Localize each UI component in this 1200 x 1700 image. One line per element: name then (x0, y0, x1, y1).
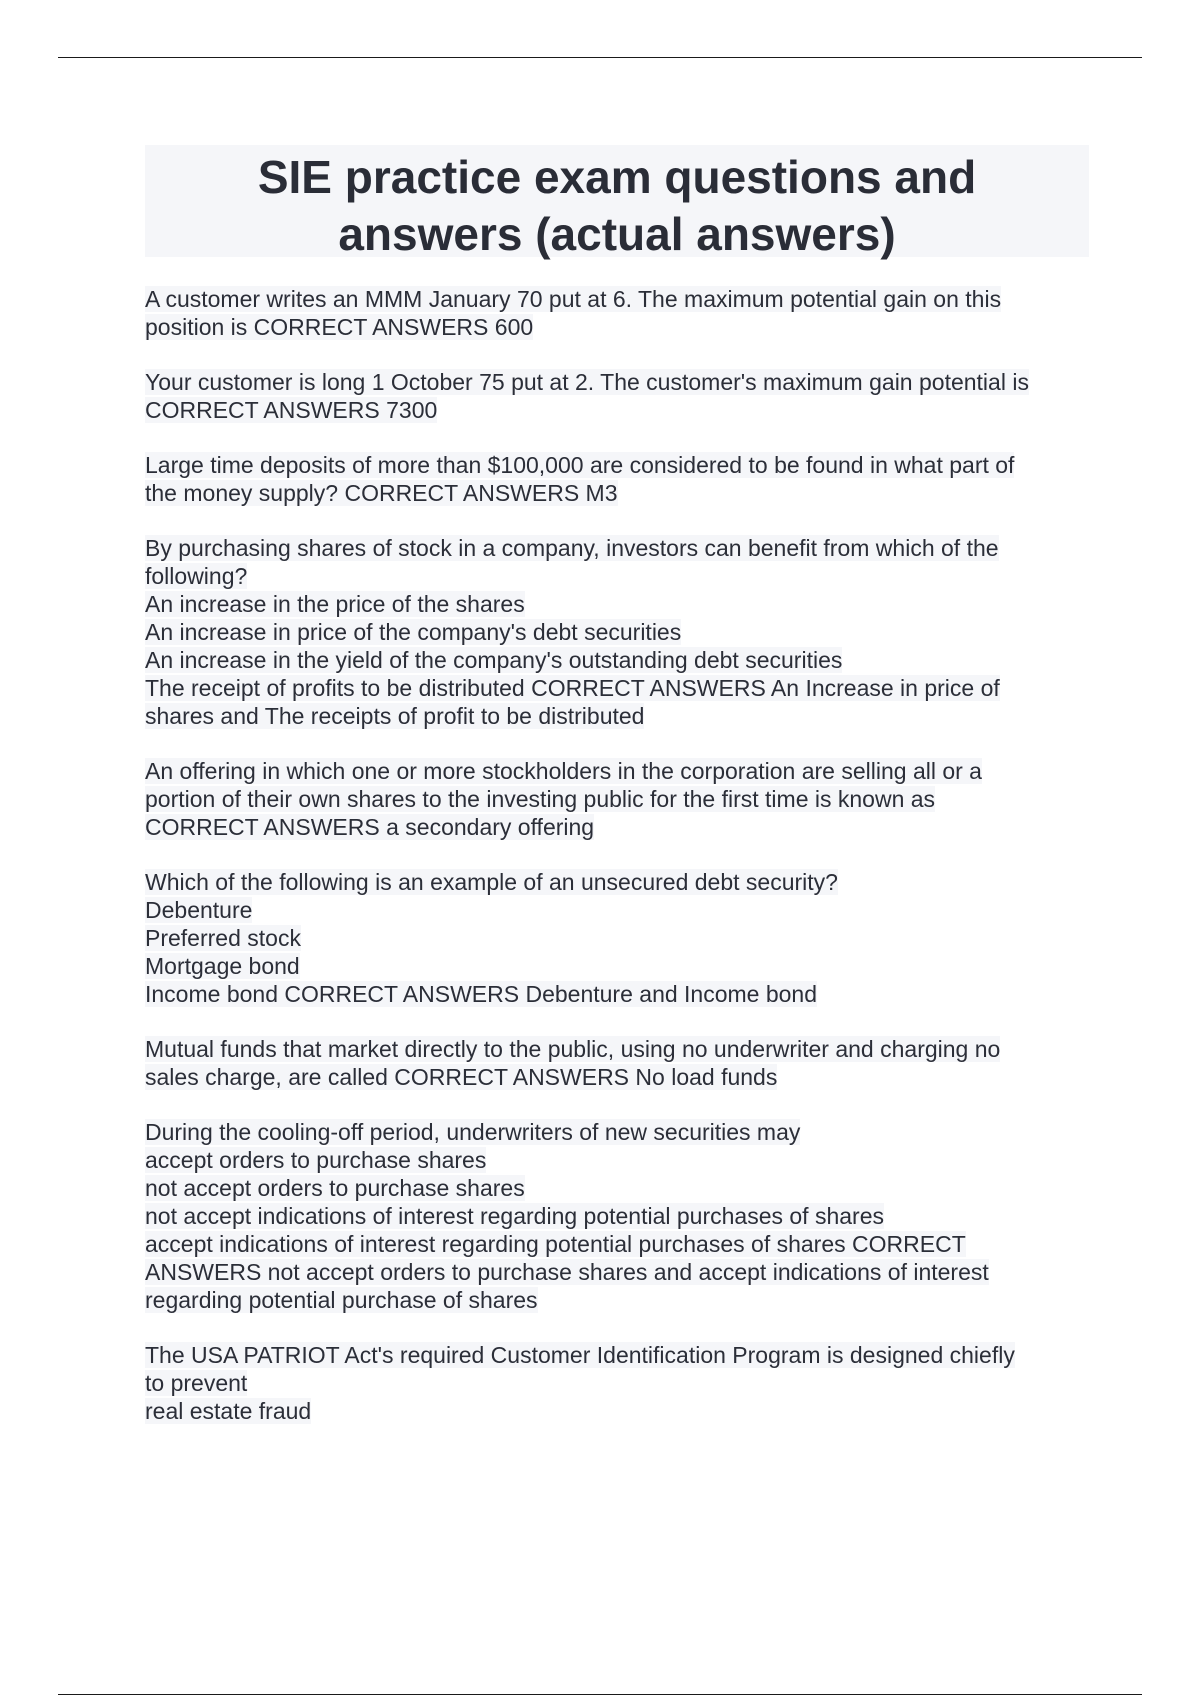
qa-item (145, 1118, 1105, 1314)
qa-line-text: An increase in the price of the shares (145, 591, 525, 617)
qa-line-text: A customer writes an MMM January 70 put at 6. The maximum potential gain on this (145, 286, 1002, 312)
qa-line (145, 562, 1105, 590)
qa-line (145, 980, 1105, 1008)
qa-line (145, 646, 1105, 674)
qa-line (145, 1341, 1105, 1369)
qa-line (145, 451, 1105, 479)
qa-line-text: Mutual funds that market directly to the public, using no underwriter and charging no (145, 1036, 1001, 1062)
qa-line-text: sales charge, are called CORRECT ANSWERS No load funds (145, 1064, 778, 1090)
qa-line-text: By purchasing shares of stock in a company, investors can benefit from which of the (145, 535, 999, 561)
qa-line-text: Which of the following is an example of an unsecured debt security? (145, 869, 838, 895)
qa-line (145, 785, 1105, 813)
qa-line (145, 1286, 1105, 1314)
qa-line-text: CORRECT ANSWERS a secondary offering (145, 814, 595, 840)
qa-line (145, 1230, 1105, 1258)
qa-item (145, 368, 1105, 424)
qa-line-text: position is CORRECT ANSWERS 600 (145, 314, 534, 340)
qa-line-text: shares and The receipts of profit to be distributed (145, 703, 645, 729)
qa-item (145, 868, 1105, 1008)
qa-line-text: Large time deposits of more than $100,000 are considered to be found in what part of (145, 452, 1015, 478)
qa-line (145, 590, 1105, 618)
qa-line (145, 1063, 1105, 1091)
qa-line (145, 1258, 1105, 1286)
qa-item (145, 534, 1105, 730)
qa-line-text: Preferred stock (145, 925, 301, 951)
qa-line-text: accept indications of interest regarding potential purchases of shares CORRECT (145, 1231, 966, 1257)
qa-line-text: An offering in which one or more stockholders in the corporation are selling all or a (145, 758, 982, 784)
qa-item (145, 451, 1105, 507)
document-title (145, 145, 1089, 263)
qa-line-text: not accept indications of interest regarding potential purchases of shares (145, 1203, 884, 1229)
qa-item (145, 1341, 1105, 1425)
qa-line (145, 1202, 1105, 1230)
qa-line-text: The USA PATRIOT Act's required Customer Identification Program is designed chiefly (145, 1342, 1015, 1368)
qa-line (145, 396, 1105, 424)
qa-line-text: portion of their own shares to the investing public for the first time is known as (145, 786, 936, 812)
qa-line (145, 479, 1105, 507)
qa-line-text: accept orders to purchase shares (145, 1147, 487, 1173)
qa-line-text: following? (145, 563, 248, 589)
qa-line (145, 1118, 1105, 1146)
qa-line-text: not accept orders to purchase shares (145, 1175, 525, 1201)
qa-line (145, 1146, 1105, 1174)
qa-item (145, 757, 1105, 841)
qa-line (145, 285, 1105, 313)
qa-line (145, 368, 1105, 396)
qa-line (145, 1369, 1105, 1397)
qa-line (145, 896, 1105, 924)
qa-line-text: the money supply? CORRECT ANSWERS M3 (145, 480, 618, 506)
qa-line-text: Debenture (145, 897, 253, 923)
qa-line (145, 674, 1105, 702)
qa-line (145, 757, 1105, 785)
title-line-1: SIE practice exam questions and (257, 151, 977, 203)
qa-line-text: The receipt of profits to be distributed CORRECT ANSWERS An Increase in price of (145, 675, 1000, 701)
title-block (145, 145, 1089, 260)
top-rule (58, 57, 1142, 58)
qa-line (145, 952, 1105, 980)
qa-item (145, 1035, 1105, 1091)
qa-line-text: real estate fraud (145, 1398, 312, 1424)
qa-line (145, 1397, 1105, 1425)
qa-line-text: Income bond CORRECT ANSWERS Debenture and Income bond (145, 981, 818, 1007)
qa-line-text: CORRECT ANSWERS 7300 (145, 397, 438, 423)
bottom-rule (58, 1694, 1142, 1695)
qa-item (145, 285, 1105, 341)
qa-line-text: During the cooling-off period, underwriters of new securities may (145, 1119, 801, 1145)
qa-line-text: Your customer is long 1 October 75 put at 2. The customer's maximum gain potential is (145, 369, 1029, 395)
qa-line-text: Mortgage bond (145, 953, 300, 979)
qa-line (145, 618, 1105, 646)
qa-line (145, 1174, 1105, 1202)
qa-line-text: An increase in the yield of the company's outstanding debt securities (145, 647, 843, 673)
qa-list (145, 285, 1105, 1452)
qa-line-text: An increase in price of the company's debt securities (145, 619, 682, 645)
qa-line-text: regarding potential purchase of shares (145, 1287, 538, 1313)
qa-line (145, 534, 1105, 562)
qa-line (145, 868, 1105, 896)
qa-line (145, 1035, 1105, 1063)
title-line-2: answers (actual answers) (338, 208, 896, 260)
qa-line (145, 924, 1105, 952)
qa-line (145, 813, 1105, 841)
qa-line (145, 702, 1105, 730)
qa-line (145, 313, 1105, 341)
qa-line-text: to prevent (145, 1370, 248, 1396)
qa-line-text: ANSWERS not accept orders to purchase shares and accept indications of interest (145, 1259, 989, 1285)
